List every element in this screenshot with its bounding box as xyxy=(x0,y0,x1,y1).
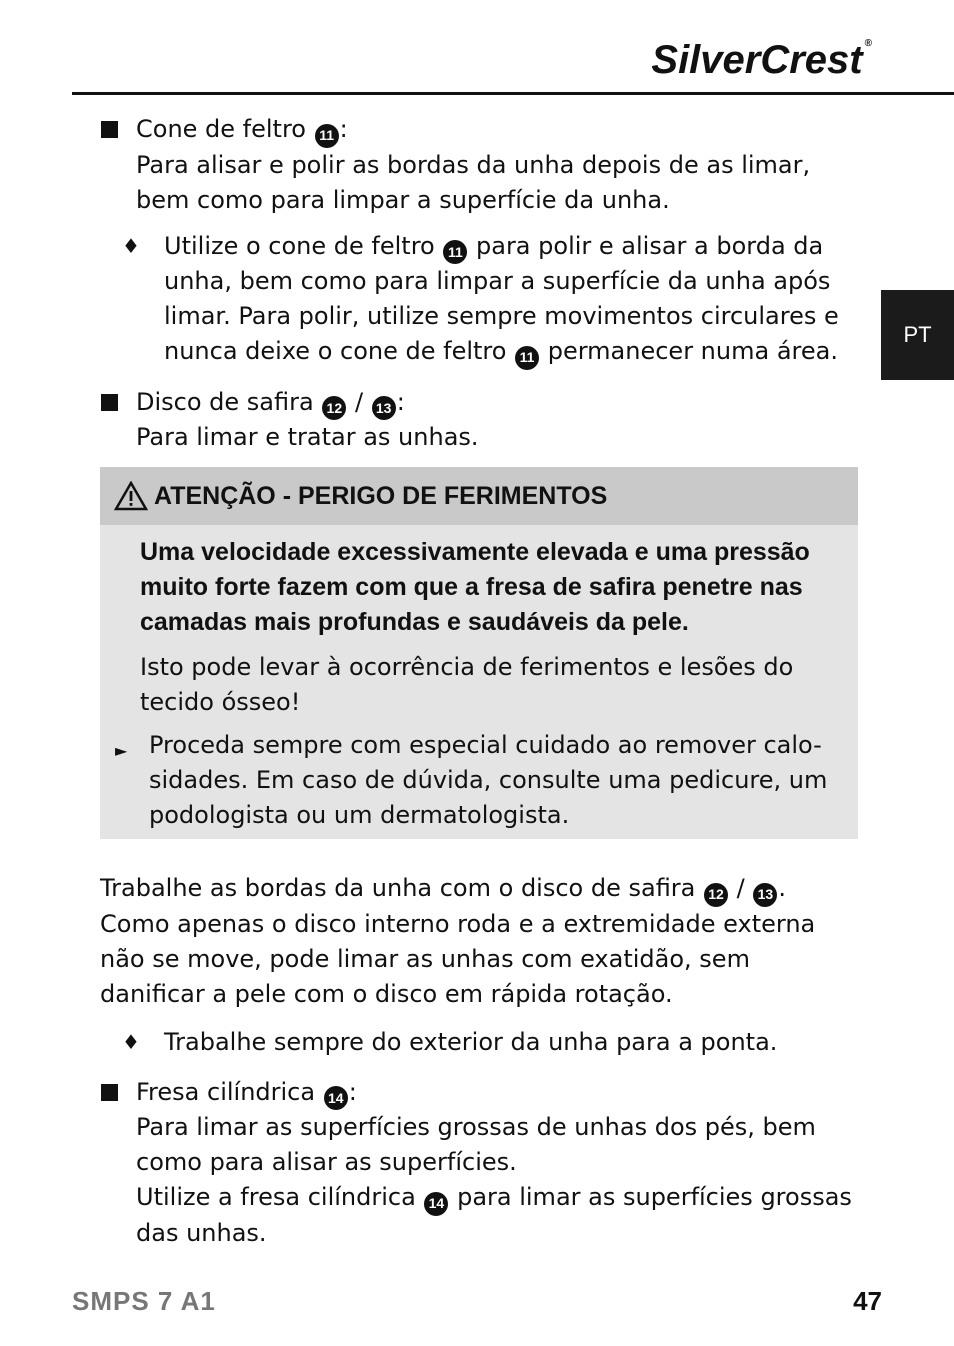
part-number-badge: 13 xyxy=(753,883,777,907)
model-number: SMPS 7 A1 xyxy=(72,1286,216,1316)
section-title: Fresa cilíndrica 14 : xyxy=(136,1075,858,1111)
part-number-badge: 11 xyxy=(315,124,339,148)
part-number-badge: 13 xyxy=(372,396,396,420)
language-tab xyxy=(881,290,954,380)
warning-box xyxy=(100,467,858,839)
warning-instruction: ► Proceda sempre com especial cuidado ao remover calo- sidades. Em caso de dúvida, consulte uma pedicure, um podologista ou um dermatologista. xyxy=(115,731,828,829)
section-description: Para limar e tratar as unhas. xyxy=(136,423,479,451)
brand-logo: SilverCrest ® xyxy=(651,38,872,82)
part-number-badge: 14 xyxy=(324,1086,348,1110)
section-felt-cone xyxy=(100,112,858,218)
warning-triangle-icon xyxy=(114,481,148,511)
list-item: ♦ Utilize o cone de feltro 11 para polir e alisar a borda da unha, bem como para limpar a superfície da unha após limar. Para polir, utilize sempre movimentos circulares e nunca deixe o cone de feltro 11 permanecer numa área. xyxy=(100,229,858,370)
section-description: Para alisar e polir as bordas da unha depois de as limar, bem como para limpar a superfície da unha. xyxy=(136,150,811,214)
section-sapphire-disc xyxy=(100,385,858,456)
part-number-badge: 12 xyxy=(704,883,728,907)
square-bullet-icon xyxy=(101,1084,118,1101)
section-instruction: Utilize a fresa cilíndrica 14 para limar as superfícies grossas das unhas. xyxy=(136,1183,852,1247)
part-number-badge: 12 xyxy=(322,396,346,420)
section-title: Cone de feltro 11 : xyxy=(136,112,858,148)
warning-text: Isto pode levar à ocorrência de ferimentos e lesões do tecido ósseo! xyxy=(140,653,794,716)
square-bullet-icon xyxy=(101,121,118,138)
warning-header xyxy=(100,467,858,525)
list-item: ♦ Trabalhe sempre do exterior da unha para a ponta. xyxy=(100,1025,858,1060)
diamond-bullet-icon: ♦ xyxy=(122,233,140,258)
page-number: 47 xyxy=(853,1286,882,1316)
arrow-bullet-icon: ► xyxy=(115,741,128,760)
part-number-badge: 11 xyxy=(515,346,539,370)
section-cylinder-bit xyxy=(100,1075,858,1251)
square-bullet-icon xyxy=(101,394,118,411)
warning-bold-text: Uma velocidade excessivamente elevada e uma pressão muito forte fazem com que a fresa de safira penetre nas camadas mais profundas e saudáveis da pele. xyxy=(140,538,810,636)
diamond-bullet-icon: ♦ xyxy=(122,1029,140,1054)
language-label: PT xyxy=(903,322,932,347)
section-title: Disco de safira 12 / 13 : xyxy=(136,385,858,421)
page-content xyxy=(100,112,858,1251)
part-number-badge: 11 xyxy=(443,240,467,264)
body-paragraph: Trabalhe as bordas da unha com o disco de safira 12 / 13 . Como apenas o disco interno roda e a extremidade externa não se move, pode limar as unhas com exatidão, sem danificar a pele com o disco em rápida rotação. xyxy=(100,874,816,1008)
part-number-badge: 14 xyxy=(424,1192,448,1216)
warning-title: ATENÇÃO - PERIGO DE FERIMENTOS xyxy=(154,481,608,510)
section-description: Para limar as superfícies grossas de unhas dos pés, bem como para alisar as superfícies. xyxy=(136,1113,816,1176)
header-rule xyxy=(72,92,954,95)
